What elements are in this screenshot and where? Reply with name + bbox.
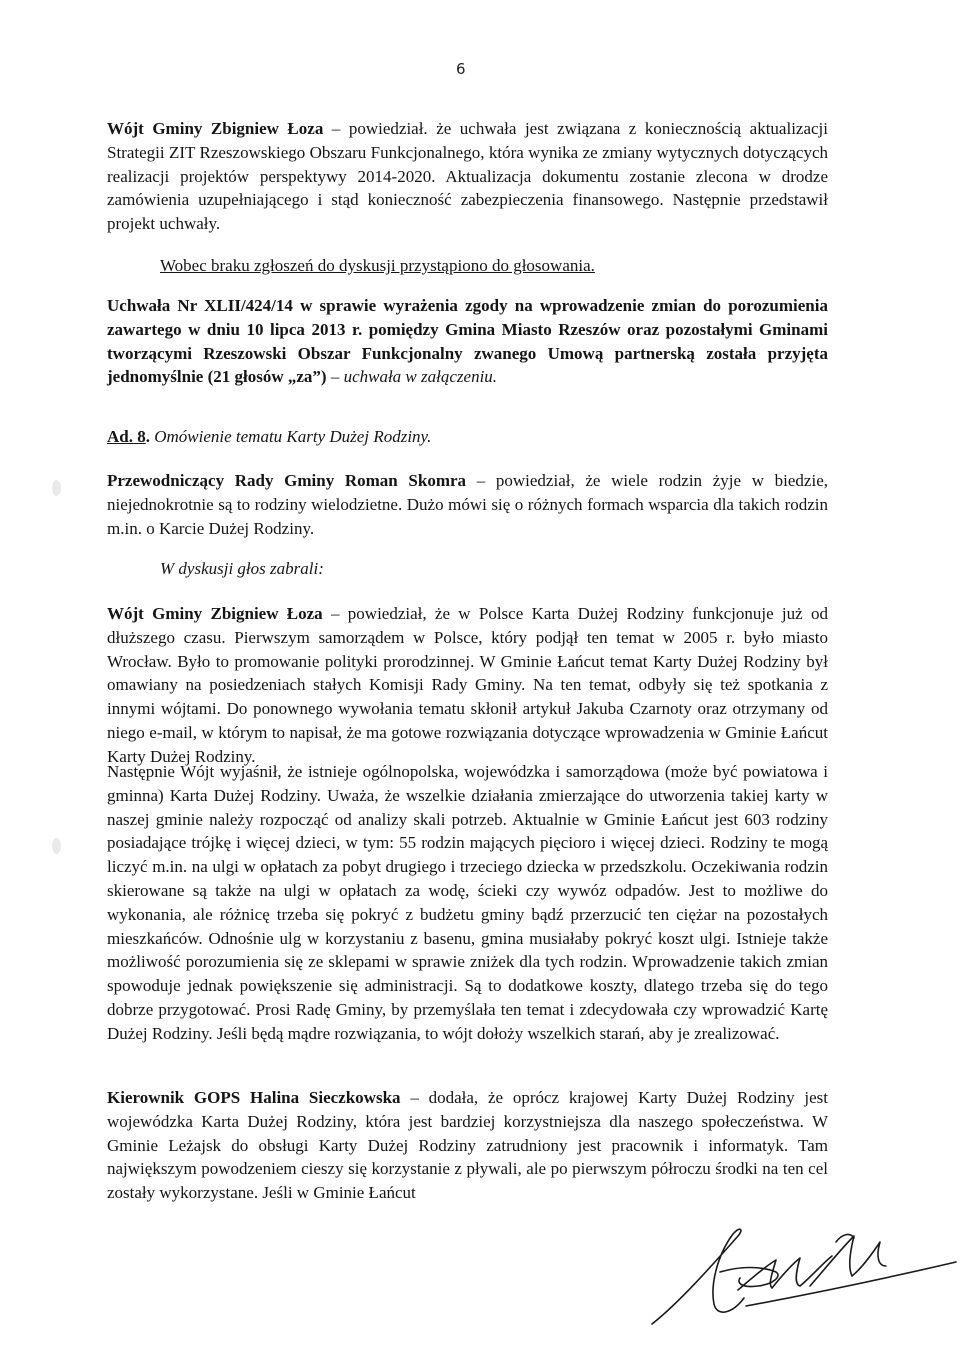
punch-hole-mark [52, 480, 61, 496]
paragraph-wojt-explanation: Następnie Wójt wyjaśnił, że istnieje ogólnopolska, wojewódzka i samorządowa (może być powiatowa i gminna) Karta Dużej Rodziny. Uważa, że wszelkie działania zmierzające do utworzenia takiej karty w naszej gminie należy rozpocząć od analizy skali potrzeb. Aktualnie w Gminie Łańcut jest 603 rodziny posiadające trójkę i więcej dzieci, w tym: 55 rodzin mających pięcioro i więcej dzieci. Rodziny te mogą liczyć m.in. na ulgi w opłatach za pobyt drugiego i trzeciego dziecka w przedszkolu. Oczekiwania rodzin skierowane są także na ulgi w opłatach za wodę, ścieki czy wywóz odpadów. Jest to możliwe do wykonania, ale różnicę trzeba się pokryć z budżetu gminy bądź przerzucić ten ciężar na pozostałych mieszkańców. Odnośnie ulg w korzystaniu z basenu, gmina musiałaby pokryć koszt ulgi. Istnieje także możliwość porozumienia się ze sklepami w sprawie zniżek dla tych rodzin. Wprowadzenie takich zmian spowoduje jednak powiększenie się administracji. Są to dodatkowe koszty, dlatego trzeba się do tego dobrze przygotować. Prosi Radę Gminy, by przemyślała ten temat i zdecydowała czy wprowadzić Kartę Dużej Rodziny. Jeśli będą mądre rozwiązania, to wójt dołoży wszelkich starań, aby je zrealizować. [107, 762, 828, 1043]
paragraph-wojt-karta [107, 602, 828, 769]
resolution-attachment-note: uchwała w załączeniu. [343, 367, 498, 387]
agenda-item-label: Ad. 8 [107, 427, 146, 446]
agenda-item-8 [107, 425, 828, 449]
speaker-name: Wójt Gminy Zbigniew Łoza [107, 119, 324, 138]
discussion-heading-text: W dyskusji głos zabrali: [160, 559, 324, 578]
resolution-paragraph [107, 294, 828, 389]
paragraph-text: – powiedział, że w Polsce Karta Dużej Rodziny funkcjonuje już od dłuższego czasu. Pierwszym samorządem w Polsce, który podjął ten temat w 2005 r. było miasto Wrocław. Było to promowanie polityki prorodzinnej. W Gminie Łańcut temat Karty Dużej Rodziny był omawiany na posiedzeniach stałych Komisji Rady Gminy. Na ten temat, odbyły się też spotkania z innymi wójtami. Do ponownego wywołania tematu skłonił artykuł Jakuba Czarnoty oraz otrzymany od niego e-mail, w którym to napisał, że ma gotowe rozwiązania dotyczące wprowadzenia w Gminie Łańcut Karty Dużej Rodziny. [107, 604, 828, 766]
agenda-item-title: Omówienie tematu Karty Dużej Rodziny. [149, 427, 432, 446]
resolution-dash: – [326, 367, 344, 387]
paragraph-text: – powiedział, że wiele rodzin żyje w biedzie, niejednokrotnie są to rodziny wielodzietne. Dużo mówi się o różnych formach wsparcia dla takich rodzin m.in. o Karcie Dużej Rodziny. [107, 471, 828, 538]
paragraph-kierownik-gops [107, 1086, 828, 1205]
paragraph-przewodniczacy [107, 469, 828, 540]
paragraph-wojt-ziT [107, 117, 828, 236]
voting-note [160, 254, 820, 278]
speaker-name: Kierownik GOPS Halina Sieczkowska [107, 1088, 401, 1107]
paragraph-text: – dodała, że oprócz krajowej Karty Dużej Rodziny jest wojewódzka Karta Dużej Rodziny, która jest bardziej korzystniejsza dla naszego społeczeństwa. W Gminie Leżajsk do obsługi Karty Dużej Rodziny zatrudniony jest pracownik i informatyk. Tam największym powodzeniem cieszy się korzystanie z pływali, ale po pierwszym półroczu środki na ten cel zostały wykorzystane. Jeśli w Gminie Łańcut [107, 1088, 828, 1203]
punch-hole-mark [52, 838, 61, 854]
paragraph-text: – powiedział. że uchwała jest związana z koniecznością aktualizacji Strategii ZIT Rzeszowskiego Obszaru Funkcjonalnego, która wynika ze zmiany wytycznych dotyczących realizacji projektów perspektywy 2014-2020. Aktualizacja dokumentu zostanie zlecona w drodze zamówienia uzupełniającego i stąd konieczność zabezpieczenia finansowego. Następnie przedstawił projekt uchwały. [107, 119, 828, 234]
agenda-item-dot: . [145, 427, 150, 446]
handwritten-signature [640, 1222, 960, 1332]
speaker-name: Wójt Gminy Zbigniew Łoza [107, 604, 323, 623]
discussion-heading [160, 557, 660, 581]
speaker-name: Przewodniczący Rady Gminy Roman Skomra [107, 471, 467, 490]
resolution-text: Uchwała Nr XLII/424/14 w sprawie wyrażenia zgody na wprowadzenie zmian do porozumienia zawartego w dniu 10 lipca 2013 r. pomiędzy Gmina Miasto Rzeszów oraz pozostałymi Gminami tworzącymi Rzeszowski Obszar Funkcjonalny zwanego Umową partnerską została przyjęta jednomyślnie (21 głosów „za”) [107, 296, 828, 387]
voting-note-text: Wobec braku zgłoszeń do dyskusji przystąpiono do głosowania. [160, 256, 595, 275]
page-number: 6 [456, 60, 466, 78]
